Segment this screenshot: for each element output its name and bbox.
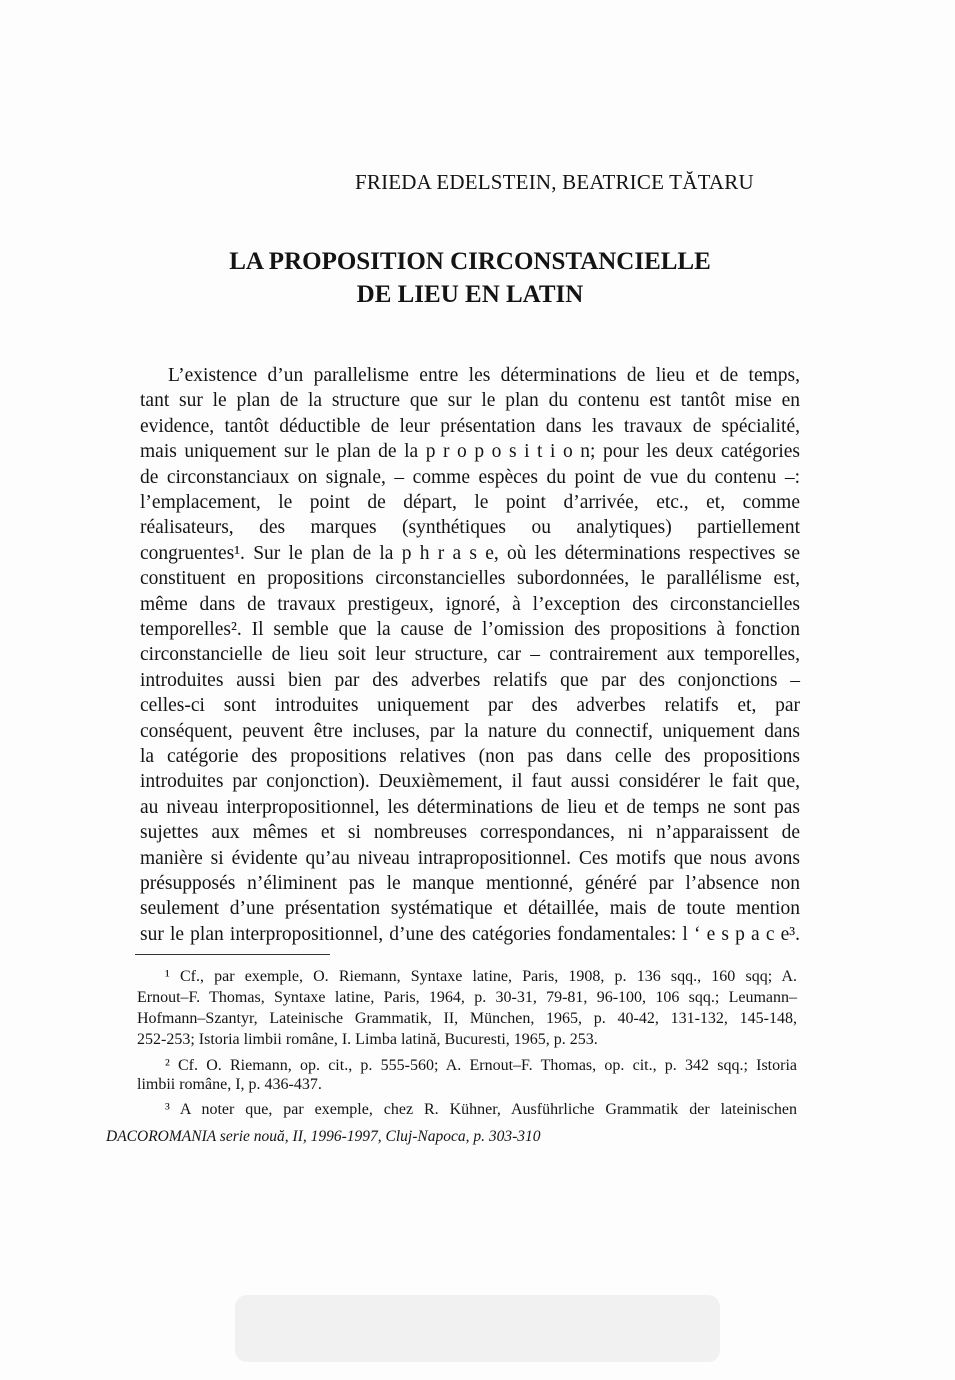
- body-line-text: l’emplacement, le point de départ, le point d’arrivée, etc., et, comme: [140, 492, 800, 513]
- footnote-line: ² Cf. O. Riemann, op. cit., p. 555-560; A. Ernout–F. Thomas, op. cit., p. 342 sqq.; Istoria: [165, 1057, 797, 1074]
- body-line-text: présupposés n’éliminent pas le manque mentionné, généré par l’absence non: [140, 873, 800, 894]
- body-line-text: introduites aussi bien par des adverbes relatifs que par des conjonctions –: [140, 669, 800, 691]
- body-line: [140, 642, 800, 668]
- body-line: [140, 388, 800, 414]
- body-line-text: réalisateurs, des marques (synthétiques ou analytiques) partiellement: [140, 517, 800, 539]
- blank-panel[interactable]: [235, 1295, 720, 1362]
- body-line-text: congruentes¹. Sur le plan de la p h r a s e, où les déterminations respectives se: [140, 542, 800, 564]
- body-line: [140, 617, 800, 643]
- footnote-divider: [135, 954, 330, 955]
- body-line: [140, 693, 800, 719]
- body-line-text: au niveau interpropositionnel, les déterminations de lieu et de temps ne sont pas: [140, 796, 800, 818]
- body-line-text: celles-ci sont introduites uniquement par des adverbes relatifs et, par: [140, 695, 800, 717]
- body-line: [140, 592, 800, 618]
- body-line: [140, 820, 800, 846]
- body-line-text: L’existence d’un parallelisme entre les déterminations de lieu et de temps,: [168, 365, 800, 386]
- body-line: [140, 922, 800, 948]
- body-line: [140, 566, 800, 592]
- body-line-text: temporelles². Il semble que la cause de l’omission des propositions à fonction: [140, 619, 800, 640]
- body-line: [140, 744, 800, 770]
- body-line: [140, 795, 800, 821]
- body-line-text: mais uniquement sur le plan de la p r o p o s i t i o n; pour les deux catégories: [140, 441, 800, 463]
- article-title-line-1: LA PROPOSITION CIRCONSTANCIELLE: [229, 248, 711, 275]
- body-line: [140, 896, 800, 922]
- body-line: [140, 490, 800, 516]
- footnote-line: Ernout–F. Thomas, Syntaxe latine, Paris, 1964, p. 30-31, 79-81, 96-100, 106 sqq.; Leumann–: [137, 989, 797, 1006]
- body-line: [140, 465, 800, 491]
- journal-footer: DACOROMANIA serie nouă, II, 1996-1997, Cluj-Napoca, p. 303-310: [106, 1128, 541, 1145]
- body-line: [140, 719, 800, 745]
- body-line: [140, 668, 800, 694]
- body-line: [140, 769, 800, 795]
- body-line-text: sujettes aux mêmes et si nombreuses correspondances, ni n’apparaissent de: [140, 822, 800, 844]
- body-line: [140, 414, 800, 440]
- body-line-text: introduites par conjonction). Deuxièmement, il faut aussi considérer le fait que,: [140, 771, 800, 793]
- body-line-text: la catégorie des propositions relatives (non pas dans celle des propositions: [140, 746, 800, 767]
- body-line: [168, 363, 800, 389]
- body-line-text: circonstancielle de lieu soit leur structure, car – contrairement aux temporelles,: [140, 644, 800, 666]
- footnote-line: Hofmann–Szantyr, Lateinische Grammatik, II, München, 1965, p. 40-42, 131-132, 145-148,: [137, 1010, 797, 1027]
- article-title-line-2: DE LIEU EN LATIN: [356, 281, 584, 308]
- body-line: [140, 846, 800, 872]
- body-line: [140, 439, 800, 465]
- footnote-line: ³ A noter que, par exemple, chez R. Kühner, Ausführliche Grammatik der lateinischen: [165, 1101, 797, 1118]
- body-line-text: seulement d’une présentation systématique et détaillée, mais de toute mention: [140, 898, 800, 920]
- footnote-line: 252-253; Istoria limbii române, I. Limba latină, Bucuresti, 1965, p. 253.: [137, 1031, 598, 1048]
- body-line: [140, 871, 800, 897]
- body-line-text: même dans de travaux prestigeux, ignoré, à l’exception des circonstancielles: [140, 593, 800, 615]
- body-line-text: sur le plan interpropositionnel, d’une des catégories fondamentales: l ‘ e s p a c e³.: [140, 923, 800, 945]
- authors: FRIEDA EDELSTEIN, BEATRICE TĂTARU: [355, 170, 754, 194]
- body-line-text: evidence, tantôt déductible de leur présentation dans les travaux de spécialité,: [140, 415, 800, 437]
- body-line: [140, 541, 800, 567]
- footnote-line: ¹ Cf., par exemple, O. Riemann, Syntaxe latine, Paris, 1908, p. 136 sqq., 160 sqq; A.: [165, 968, 797, 985]
- footnote-line: limbii române, I, p. 436-437.: [137, 1076, 322, 1093]
- body-line: [140, 515, 800, 541]
- body-line-text: constituent en propositions circonstancielles subordonnées, le parallélisme est,: [140, 568, 800, 590]
- body-line-text: conséquent, peuvent être incluses, par la nature du connectif, uniquement dans: [140, 720, 800, 742]
- body-line-text: manière si évidente qu’au niveau intrapropositionnel. Ces motifs que nous avons: [140, 847, 800, 869]
- body-line-text: de circonstanciaux on signale, – comme espèces du point de vue du contenu –:: [140, 466, 800, 488]
- body-line-text: tant sur le plan de la structure que sur le plan du contenu est tantôt mise en: [140, 390, 800, 412]
